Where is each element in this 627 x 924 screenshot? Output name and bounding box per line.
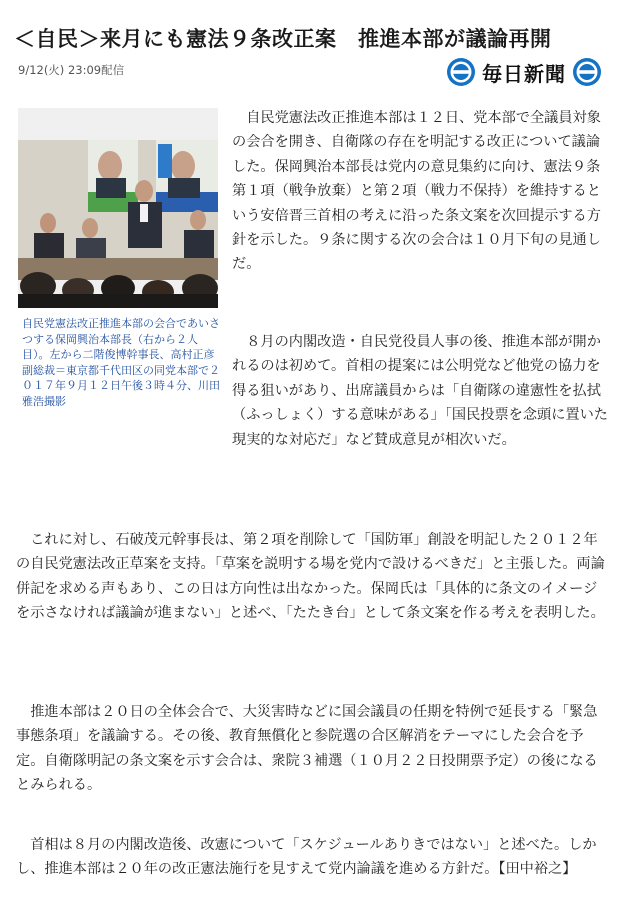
source-name: 毎日新聞 xyxy=(482,61,566,86)
article-paragraph xyxy=(16,700,610,798)
paragraph-text: これに対し、石破茂元幹事長は、第２項を削除して「国防軍」創設を明記した２０１２年の自民党憲法改正草案を支持。「草案を説明する場を党内で設けるべきだ」と主張した。両論併記を求める声もあり、この日は方向性は出なかった。保岡氏は「具体的に条文のイメージを示さなければ議論が進まない」と述べ、「たたき台」として条文案を作る考えを表明した。 xyxy=(16,532,605,622)
article-paragraph xyxy=(16,330,610,452)
layout-spacer xyxy=(16,330,232,452)
mainichi-logo-icon xyxy=(446,57,476,87)
paragraph-text: 首相は８月の内閣改造後、改憲について「スケジュールありきではない」と述べた。しかし、推進本部は２０年の改正憲法施行を見すえて党内論議を進める方針だ。【田中裕之】 xyxy=(16,837,597,878)
photo-caption: 自民党憲法改正推進本部の会合であいさつする保岡興治本部長（右から２人目）。左から二階俊博幹事長、高村正彦副総裁＝東京都千代田区の同党本部で２０１７年９月１２日午後３時４分、川田雅浩撮影 xyxy=(22,317,220,408)
paragraph-text: ８月の内閣改造・自民党役員人事の後、推進本部が開かれるのは初めて。首相の提案には公明党など他党の協力を得る狙いがあり、出席議員からは「自衛隊の違憲性を払拭（ふっしょく）する意味がある」「国民投票を念頭に置いた現実的な対応だ」など賛成意見が相次いだ。 xyxy=(232,334,608,448)
article-photo[interactable] xyxy=(18,108,218,308)
article-paragraph xyxy=(16,833,610,882)
paragraph-text: 自民党憲法改正推進本部は１２日、党本部で全議員対象の会合を開き、自衛隊の存在を明記する改正について議論した。保岡興治本部長は党内の意見集約に向け、憲法９条第１項（戦争放棄）と第２項（戦力不保持）を維持するという安倍晋三首相の考えに沿った条文案を次回提示する方針を示した。９条に関する次の会合は１０月下旬の見通しだ。 xyxy=(232,110,601,273)
article-dateline: 9/12(火) 23:09配信 xyxy=(18,63,125,77)
source-logo[interactable] xyxy=(446,54,602,90)
article-paragraph xyxy=(16,528,610,626)
article-paragraph xyxy=(232,106,608,277)
mainichi-logo-icon xyxy=(572,57,602,87)
article-headline: ＜自民＞来月にも憲法９条改正案 推進本部が議論再開 xyxy=(14,27,552,52)
paragraph-text: 推進本部は２０日の全体会合で、大災害時などに国会議員の任期を特例で延長する「緊急事態条項」を議論する。その後、教育無償化と参院選の合区解消をテーマにした会合を予定。自衛隊明記の条文案を示す会合は、衆院３補選（１０月２２日投開票予定）の後になるとみられる。 xyxy=(16,704,598,794)
